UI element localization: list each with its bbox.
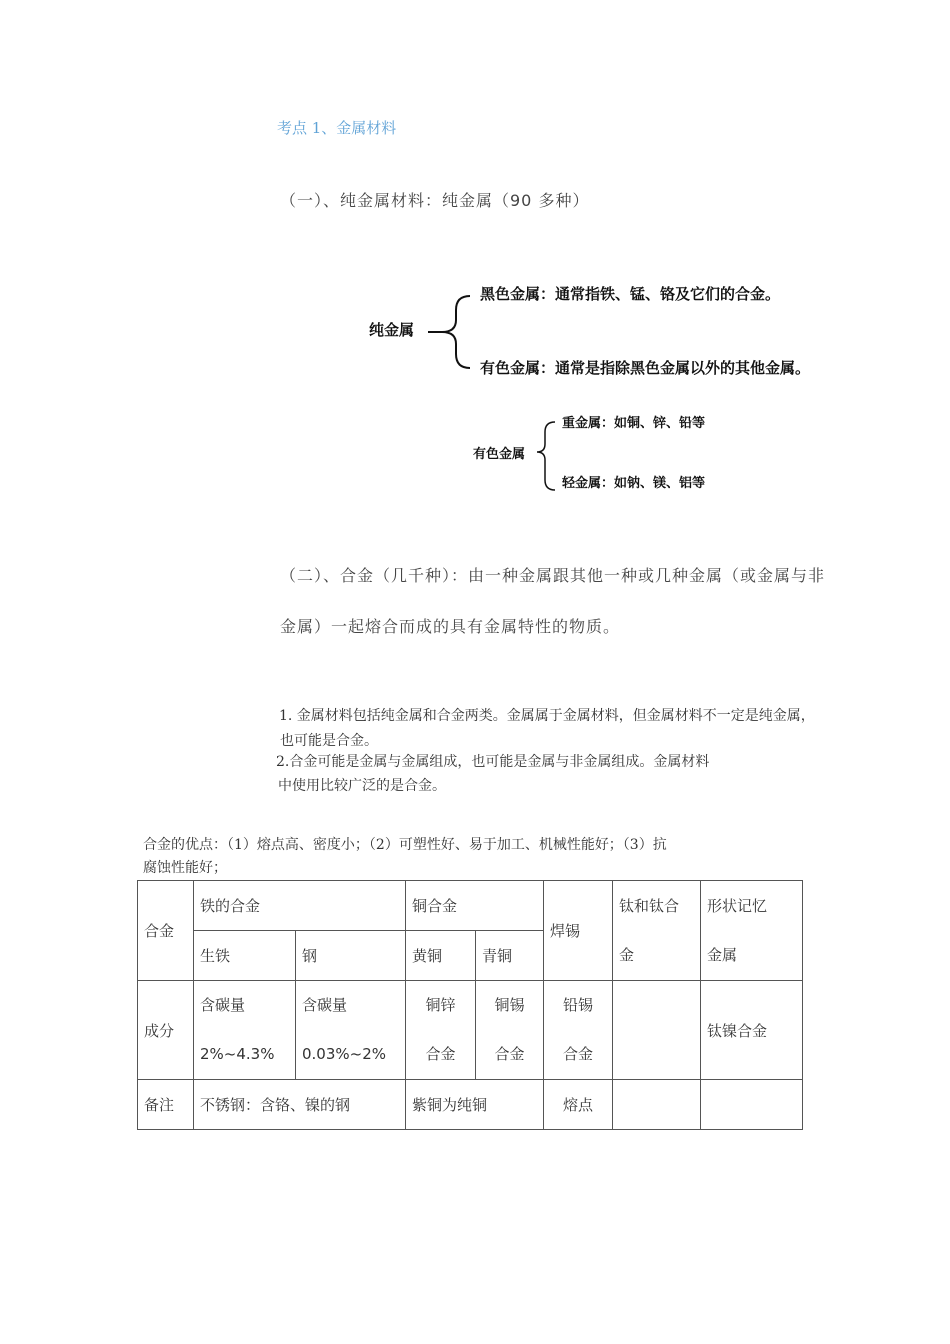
cell-copper-alloy: 铜合金 — [406, 881, 544, 931]
cell-composition: 成分 — [138, 981, 194, 1080]
cell-empty-2 — [701, 1080, 803, 1130]
cell-sma-line2: 金属 — [707, 945, 738, 964]
table-row — [138, 1080, 803, 1130]
diagram-nonferrous: 有色金属：通常是指除黑色金属以外的其他金属。 — [480, 359, 811, 377]
cell-pig-carbon — [194, 981, 296, 1080]
cell-solder-comp — [544, 981, 613, 1080]
cell-bronze: 青铜 — [476, 931, 544, 981]
note1-line2: 也可能是合金。 — [280, 733, 378, 749]
section2-line1: （二）、合金（几千种）：由一种金属跟其他一种或几种金属（或金属与非 — [280, 566, 826, 585]
note1-line1: 1. 金属材料包括纯金属和合金两类。金属属于金属材料，但金属材料不一定是纯金属， — [279, 708, 815, 724]
cell-brass: 黄铜 — [406, 931, 476, 981]
cell-steel-carbon-value: 0.03%~2% — [302, 1045, 387, 1063]
cell-solder-comp-line1: 铅锡 — [562, 996, 593, 1014]
section2-line2: 金属）一起熔合而成的具有金属特性的物质。 — [280, 617, 621, 636]
cell-steel-carbon-label: 含碳量 — [302, 996, 348, 1014]
cell-steel-carbon — [296, 981, 406, 1080]
cell-iron-alloy: 铁的合金 — [194, 881, 406, 931]
cell-brass-comp — [406, 981, 476, 1080]
cell-sma-line1: 形状记忆 — [707, 896, 768, 915]
cell-empty-1 — [613, 1080, 701, 1130]
cell-sma-comp: 钛镍合金 — [701, 981, 803, 1080]
alloy-table — [137, 880, 803, 1130]
cell-pig-carbon-label: 含碳量 — [200, 996, 246, 1014]
section1-title: （一）、纯金属材料：纯金属（90 多种） — [280, 191, 590, 210]
cell-titanium-line1: 钛和钛合 — [619, 896, 680, 915]
section-heading: 考点 1、金属材料 — [277, 119, 397, 137]
cell-bronze-comp-line1: 铜锡 — [494, 996, 525, 1014]
cell-pig-carbon-value: 2%~4.3% — [200, 1045, 275, 1063]
cell-steel: 钢 — [296, 931, 406, 981]
diagram-nonferrous-label: 有色金属 — [473, 447, 526, 462]
cell-pig-iron: 生铁 — [194, 931, 296, 981]
table-row — [138, 881, 803, 931]
advantages-line2: 腐蚀性能好； — [143, 860, 227, 876]
advantages-line1: 合金的优点：（1）熔点高、密度小；（2）可塑性好、易于加工、机械性能好；（3）抗 — [143, 837, 667, 853]
small-brace-icon — [533, 418, 563, 494]
diagram-light-metal: 轻金属：如钠、镁、铝等 — [562, 476, 706, 491]
diagram-heavy-metal: 重金属：如铜、锌、铅等 — [562, 416, 706, 431]
cell-solder: 焊锡 — [544, 881, 613, 981]
table-row — [138, 981, 803, 1080]
note2-line1: 2.合金可能是金属与金属组成，也可能是金属与非金属组成。金属材料 — [276, 754, 710, 770]
note2-line2: 中使用比较广泛的是合金。 — [278, 778, 446, 794]
diagram-ferrous: 黑色金属：通常指铁、锰、铬及它们的合金。 — [480, 285, 781, 303]
cell-remarks: 备注 — [138, 1080, 194, 1130]
cell-titanium-comp — [613, 981, 701, 1080]
cell-red-copper: 紫铜为纯铜 — [406, 1080, 544, 1130]
cell-solder-comp-line2: 合金 — [562, 1045, 593, 1063]
cell-alloy: 合金 — [138, 881, 194, 981]
diagram-pure-metal: 纯金属 — [369, 321, 415, 339]
cell-bronze-comp — [476, 981, 544, 1080]
cell-brass-comp-line2: 合金 — [425, 1045, 456, 1063]
cell-stainless: 不锈钢：含铬、镍的钢 — [194, 1080, 406, 1130]
cell-titanium — [613, 881, 701, 981]
cell-titanium-line2: 金 — [619, 945, 635, 964]
cell-brass-comp-line1: 铜锌 — [425, 996, 456, 1014]
cell-bronze-comp-line2: 合金 — [494, 1045, 525, 1063]
cell-melting: 熔点 — [544, 1080, 613, 1130]
cell-sma — [701, 881, 803, 981]
